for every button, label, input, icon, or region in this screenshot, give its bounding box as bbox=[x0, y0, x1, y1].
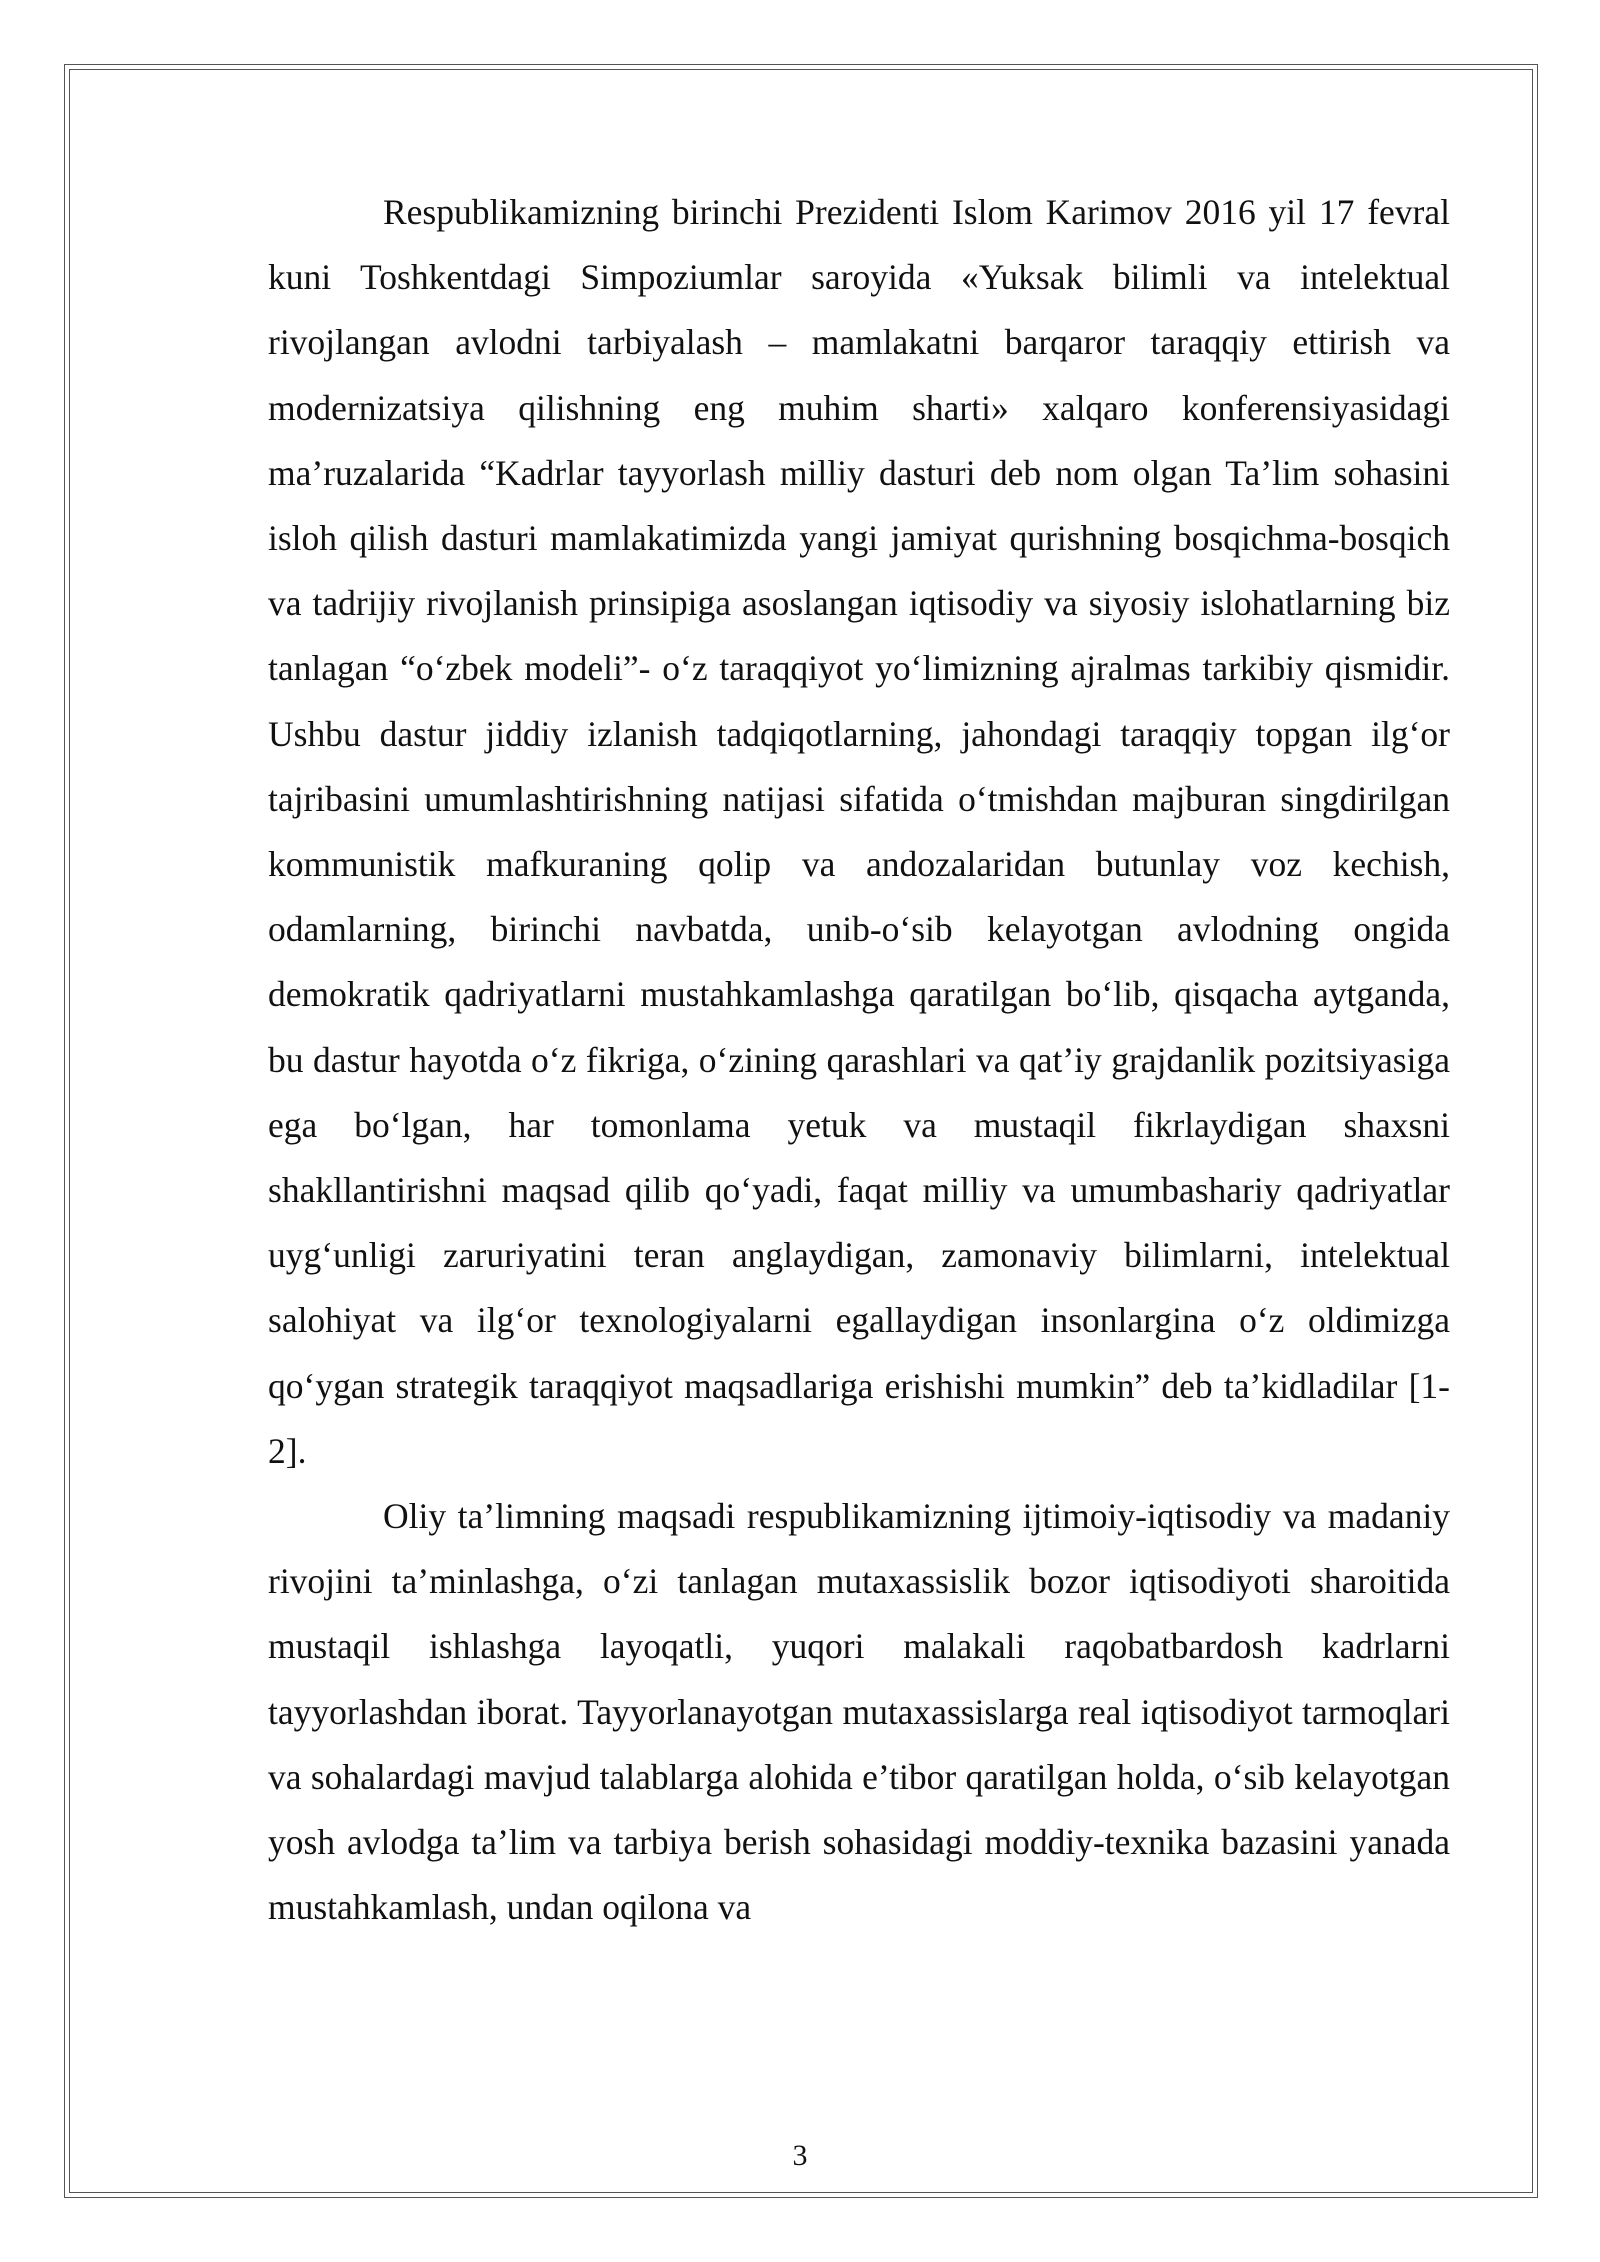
paragraph-higher-education-goal: Oliy ta’limning maqsadi respublikamizning ijtimoiy-iqtisodiy va madaniy rivojini ta’minlashga, o‘zi tanlagan mutaxassislik bozor iqtisodiyoti sharoitida mustaqil ishlashga layoqatli, yuqori malakali raqobatbardosh kadrlarni tayyorlashdan iborat. Tayyorlanayotgan mutaxassislarga real iqtisodiyot tarmoqlari va sohalardagi mavjud talablarga alohida e’tibor qaratilgan holda, o‘sib kelayotgan yosh avlodga ta’lim va tarbiya berish sohasidagi moddiy-texnika bazasini yanada mustahkamlash, undan oqilona va bbox=[268, 1496, 1450, 1928]
document-body bbox=[268, 180, 1450, 1940]
page-number: 3 bbox=[792, 2139, 808, 2172]
paragraph-karimov-quote: Respublikamizning birinchi Prezidenti Islom Karimov 2016 yil 17 fevral kuni Toshkentdagi Simpoziumlar saroyida «Yuksak bilimli va intelektual rivojlangan avlodni tarbiyalash – mamlakatni barqaror taraqqiy ettirish va modernizatsiya qilishning eng muhim sharti» xalqaro konferensiyasidagi ma’ruzalarida “Kadrlar tayyorlash milliy dasturi deb nom olgan Ta’lim sohasini isloh qilish dasturi mamlakatimizda yangi jamiyat qurishning bosqichma-bosqich va tadrijiy rivojlanish prinsipiga asoslangan iqtisodiy va siyosiy islohatlarning biz tanlagan “o‘zbek modeli”- o‘z taraqqiyot yo‘limizning ajralmas tarkibiy qismidir. Ushbu dastur jiddiy izlanish tadqiqotlarning, jahondagi taraqqiy topgan ilg‘or tajribasini umumlashtirishning natijasi sifatida o‘tmishdan majburan singdirilgan kommunistik mafkuraning qolip va andozalaridan butunlay voz kechish, odamlarning, birinchi navbatda, unib-o‘sib kelayotgan avlodning ongida demokratik qadriyatlarni mustahkamlashga qaratilgan bo‘lib, qisqacha aytganda, bu dastur hayotda o‘z fikriga, o‘zining qarashlari va qat’iy grajdanlik pozitsiyasiga ega bo‘lgan, har tomonlama yetuk va mustaqil fikrlaydigan shaxsni shakllantirishni maqsad qilib qo‘yadi, faqat milliy va umumbashariy qadriyatlar uyg‘unligi zaruriyatini teran anglaydigan, zamonaviy bilimlarni, intelektual salohiyat va ilg‘or texnologiyalarni egallaydigan insonlargina o‘z oldimizga qo‘ygan strategik taraqqiyot maqsadlariga erishishi mumkin” deb ta’kidladilar [1-2]. bbox=[268, 192, 1450, 1471]
